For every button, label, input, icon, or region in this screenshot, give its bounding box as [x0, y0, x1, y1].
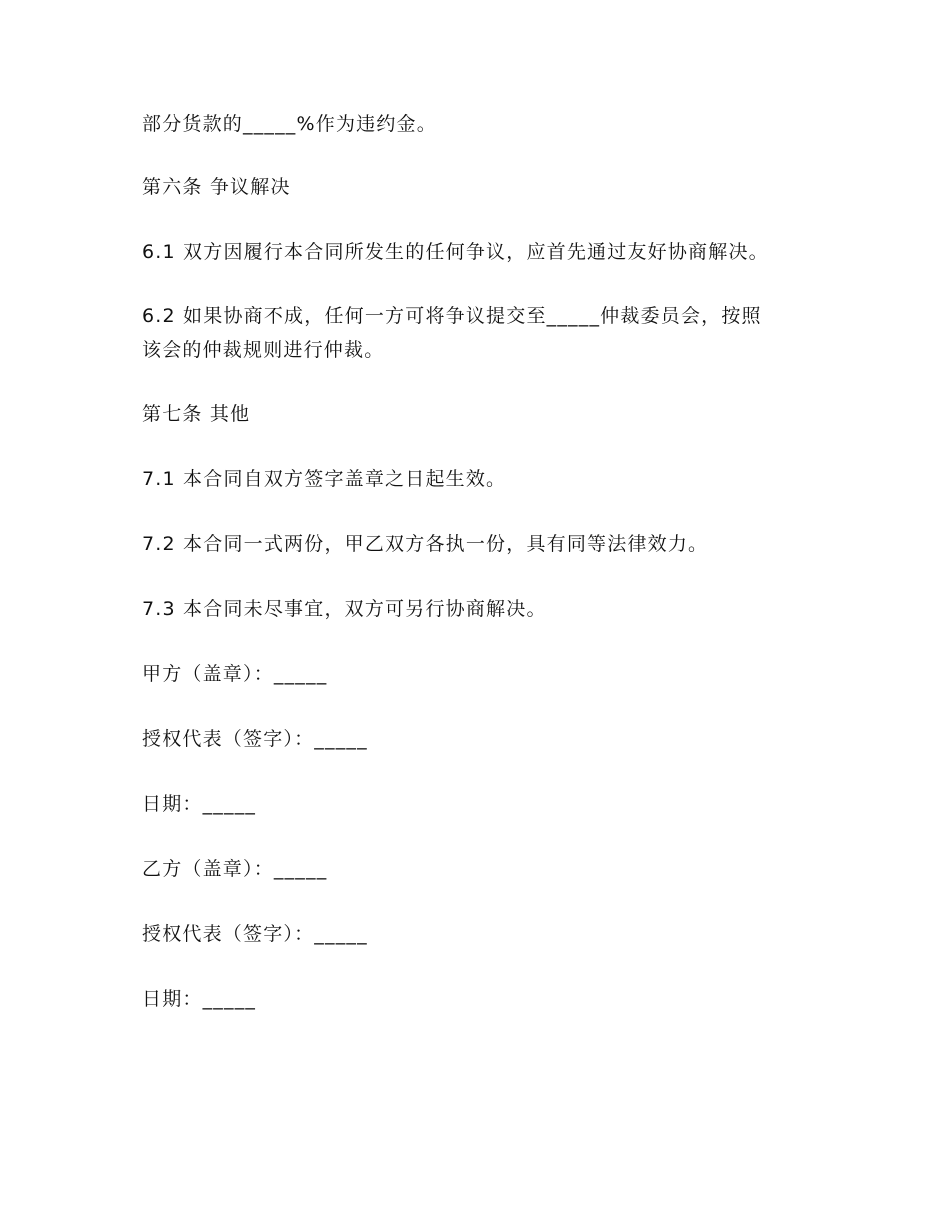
- party-b-representative-line: 授权代表（签字）：_____: [142, 923, 368, 945]
- clause-7-3: 7.3 本合同未尽事宜，双方可另行协商解决。: [142, 598, 547, 620]
- clause-7-2: 7.2 本合同一式两份，甲乙双方各执一份，具有同等法律效力。: [142, 533, 709, 555]
- party-a-date-line: 日期：_____: [142, 793, 257, 815]
- clause-7-1: 7.1 本合同自双方签字盖章之日起生效。: [142, 468, 507, 490]
- party-a-seal-line: 甲方（盖章）：_____: [142, 663, 328, 685]
- clause-6-2-line-1: 6.2 如果协商不成，任何一方可将争议提交至_____仲裁委员会，按照: [142, 305, 762, 327]
- article-7-heading: 第七条 其他: [142, 403, 251, 425]
- article-6-heading: 第六条 争议解决: [142, 176, 291, 198]
- party-a-representative-line: 授权代表（签字）：_____: [142, 728, 368, 750]
- party-b-seal-line: 乙方（盖章）：_____: [142, 858, 328, 880]
- party-b-date-line: 日期：_____: [142, 988, 257, 1010]
- clause-6-2-line-2: 该会的仲裁规则进行仲裁。: [142, 339, 385, 361]
- penalty-clause-continuation: 部分货款的_____%作为违约金。: [142, 113, 437, 135]
- clause-6-1: 6.1 双方因履行本合同所发生的任何争议，应首先通过友好协商解决。: [142, 241, 769, 263]
